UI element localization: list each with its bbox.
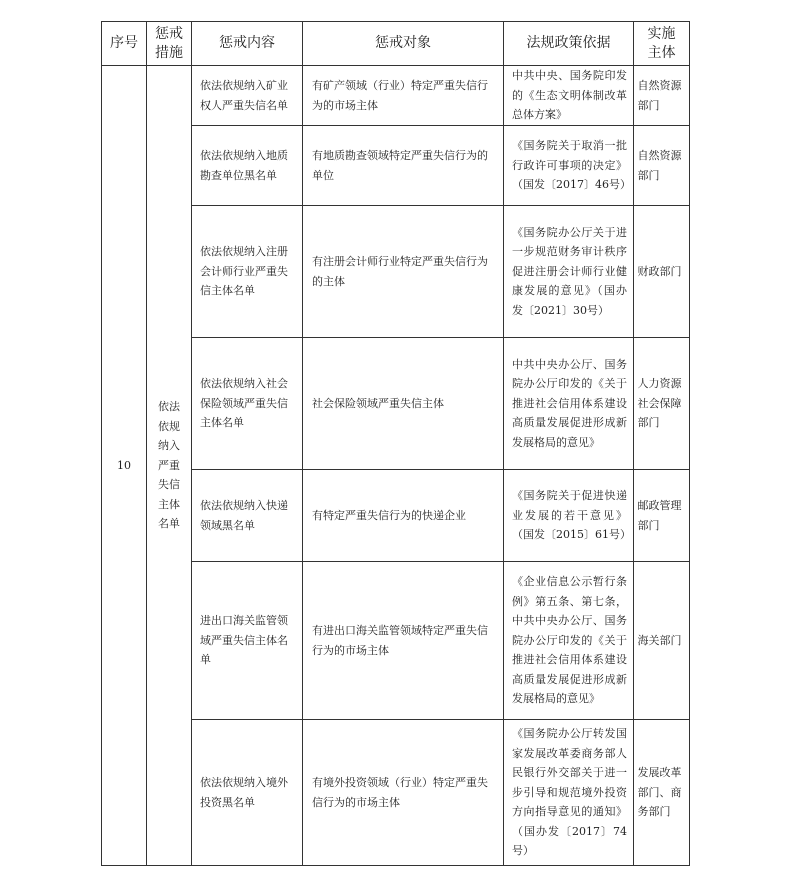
basis-cell: 《国务院关于促进快递业发展的若干意见》（国发〔2015〕61号） [504,470,634,562]
basis-cell: 《国务院办公厅转发国家发展改革委商务部人民银行外交部关于进一步引导和规范境外投资方向指导意见的通知》（国办发〔2017〕74号） [504,720,634,866]
content-cell: 依法依规纳入注册会计师行业严重失信主体名单 [192,206,303,338]
credit-punishment-table [101,21,690,866]
basis-cell: 中共中央、国务院印发的《生态文明体制改革总体方案》 [504,66,634,126]
subject-cell: 财政部门 [634,206,690,338]
header-basis: 法规政策依据 [504,22,634,66]
header-row [102,22,690,66]
header-subject: 实施 主体 [634,22,690,66]
subject-cell: 海关部门 [634,562,690,720]
seq-cell [102,66,147,866]
header-object: 惩戒对象 [303,22,504,66]
content-cell: 依法依规纳入地质勘查单位黑名单 [192,126,303,206]
content-cell: 依法依规纳入矿业权人严重失信名单 [192,66,303,126]
measure-text: 依法依规纳入严重失信主体名单 [158,400,180,530]
content-cell: 依法依规纳入快递领域黑名单 [192,470,303,562]
object-cell: 有注册会计师行业特定严重失信行为的主体 [303,206,504,338]
table-row [102,66,690,126]
basis-cell: 《国务院办公厅关于进一步规范财务审计秩序促进注册会计师行业健康发展的意见》（国办发〔2021〕30号） [504,206,634,338]
header-seq: 序号 [102,22,147,66]
header-measure: 惩戒 措施 [147,22,192,66]
content-cell: 依法依规纳入境外投资黑名单 [192,720,303,866]
object-cell: 有进出口海关监管领域特定严重失信行为的市场主体 [303,562,504,720]
basis-cell: 《国务院关于取消一批行政许可事项的决定》（国发〔2017〕46号） [504,126,634,206]
subject-cell: 自然资源部门 [634,126,690,206]
basis-cell: 中共中央办公厅、国务院办公厅印发的《关于推进社会信用体系建设高质量发展促进形成新发展格局的意见》 [504,338,634,470]
subject-cell: 发展改革部门、商务部门 [634,720,690,866]
object-cell: 有地质勘查领域特定严重失信行为的单位 [303,126,504,206]
basis-cell: 《企业信息公示暂行条例》第五条、第七条，中共中央办公厅、国务院办公厅印发的《关于推进社会信用体系建设高质量发展促进形成新发展格局的意见》 [504,562,634,720]
seq-number: 10 [117,458,131,472]
object-cell: 有矿产领域（行业）特定严重失信行为的市场主体 [303,66,504,126]
content-cell: 进出口海关监管领域严重失信主体名单 [192,562,303,720]
header-content: 惩戒内容 [192,22,303,66]
content-cell: 依法依规纳入社会保险领域严重失信主体名单 [192,338,303,470]
subject-cell: 自然资源部门 [634,66,690,126]
subject-cell: 邮政管理部门 [634,470,690,562]
subject-cell: 人力资源社会保障部门 [634,338,690,470]
object-cell: 有特定严重失信行为的快递企业 [303,470,504,562]
object-cell: 有境外投资领域（行业）特定严重失信行为的市场主体 [303,720,504,866]
object-cell: 社会保险领域严重失信主体 [303,338,504,470]
measure-cell [147,66,192,866]
